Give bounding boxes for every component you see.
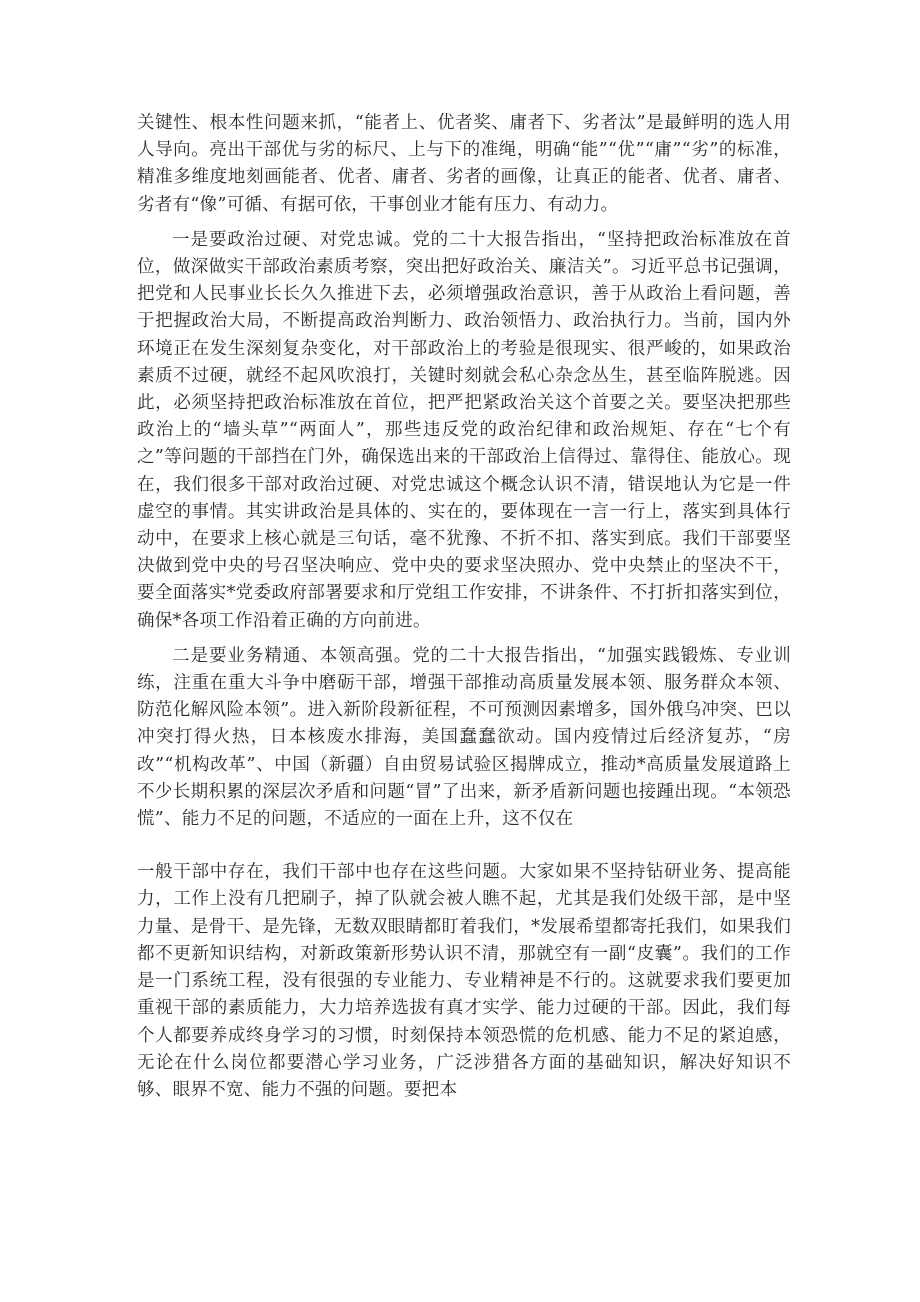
- paragraph-3-lead: 二是要业务精通、本领高强。: [172, 645, 413, 666]
- paragraph-2-text: 党的二十大报告指出，“坚持把政治标准放在首位，做深做实干部政治素质考察，突出把好政治关、廉洁关”。习近平总书记强调，把党和人民事业长长久久推进下去，必须增强政治意识，善于从政治上看问题，善于把握政治大局，不断提高政治判断力、政治领悟力、政治执行力。当前，国内外环境正在发生深刻复杂变化，对干部政治上的考验是很现实、很严峻的，如果政治素质不过硬，就经不起风吹浪打，关键时刻就会私心杂念丛生，甚至临阵脱逃。因此，必须坚持把政治标准放在首位，把严把紧政治关这个首要之关。要坚决把那些政治上的“墙头草”“两面人”，那些违反党的政治纪律和政治规矩、存在“七个有之”等问题的干部挡在门外，确保选出来的干部政治上信得过、靠得住、能放心。现在，我们很多干部对政治过硬、对党忠诚这个概念认识不清，错误地认为它是一件虚空的事情。其实讲政治是具体的、实在的，要体现在一言一行上，落实到具体行动中，在要求上核心就是三句话，毫不犹豫、不折不扣、落实到底。我们干部要坚决做到党中央的号召坚决响应、党中央的要求坚决照办、党中央禁止的坚决不干，要全面落实*党委政府部署要求和厅党组工作安排，不讲条件、不打折扣落实到位，确保*各项工作沿着正确的方向前进。: [137, 229, 791, 631]
- paragraph-2: [137, 227, 791, 635]
- paragraph-2-lead: 一是要政治过硬、对党忠诚。: [172, 229, 413, 250]
- paragraph-1: [137, 110, 791, 219]
- paragraph-4-text: 一般干部中存在，我们干部中也存在这些问题。大家如果不坚持钻研业务、提高能力，工作上没有几把刷子，掉了队就会被人瞧不起，尤其是我们处级干部，是中坚力量、是骨干、是先锋，无数双眼睛都盯着我们，*发展希望都寄托我们，如果我们都不更新知识结构，对新政策新形势认识不清，那就空有一副“皮囊”。我们的工作是一门系统工程，没有很强的专业能力、专业精神是不行的。这就要求我们要更加重视干部的素质能力，大力培养选拔有真才实学、能力过硬的干部。因此，我们每个人都要养成终身学习的习惯，时刻保持本领恐慌的危机感、能力不足的紧迫感，无论在什么岗位都要潜心学习业务，广泛涉猎各方面的基础知识，解决好知识不够、眼界不宽、能力不强的问题。要把本: [137, 862, 791, 1100]
- page-break-gap: [137, 841, 791, 859]
- paragraph-3-text: 党的二十大报告指出，“加强实践锻炼、专业训练，注重在重大斗争中磨砺干部，增强干部推动高质量发展本领、服务群众本领、防范化解风险本领”。进入新阶段新征程，不可预测因素增多，国外俄乌冲突、巴以冲突打得火热，日本核废水排海，美国蠢蠢欲动。国内疫情过后经济复苏，“房改”“机构改革”、中国（新疆）自由贸易试验区揭牌成立，推动*高质量发展道路上不少长期积累的深层次矛盾和问题“冒”了出来，新矛盾新问题也接踵出现。“本领恐慌”、能力不足的问题，不适应的一面在上升，这不仅在: [137, 645, 791, 830]
- paragraph-1-text: 关键性、根本性问题来抓，“能者上、优者奖、庸者下、劣者汰”是最鲜明的选人用人导向。亮出干部优与劣的标尺、上与下的准绳，明确“能”“优”“庸”“劣”的标准，精准多维度地刻画能者、优者、庸者、劣者的画像，让真正的能者、优者、庸者、劣者有“像”可循、有据可依，干事创业才能有压力、有动力。: [137, 113, 791, 215]
- paragraph-4: [137, 859, 791, 1104]
- document-body: [137, 110, 791, 1112]
- paragraph-3: [137, 643, 791, 833]
